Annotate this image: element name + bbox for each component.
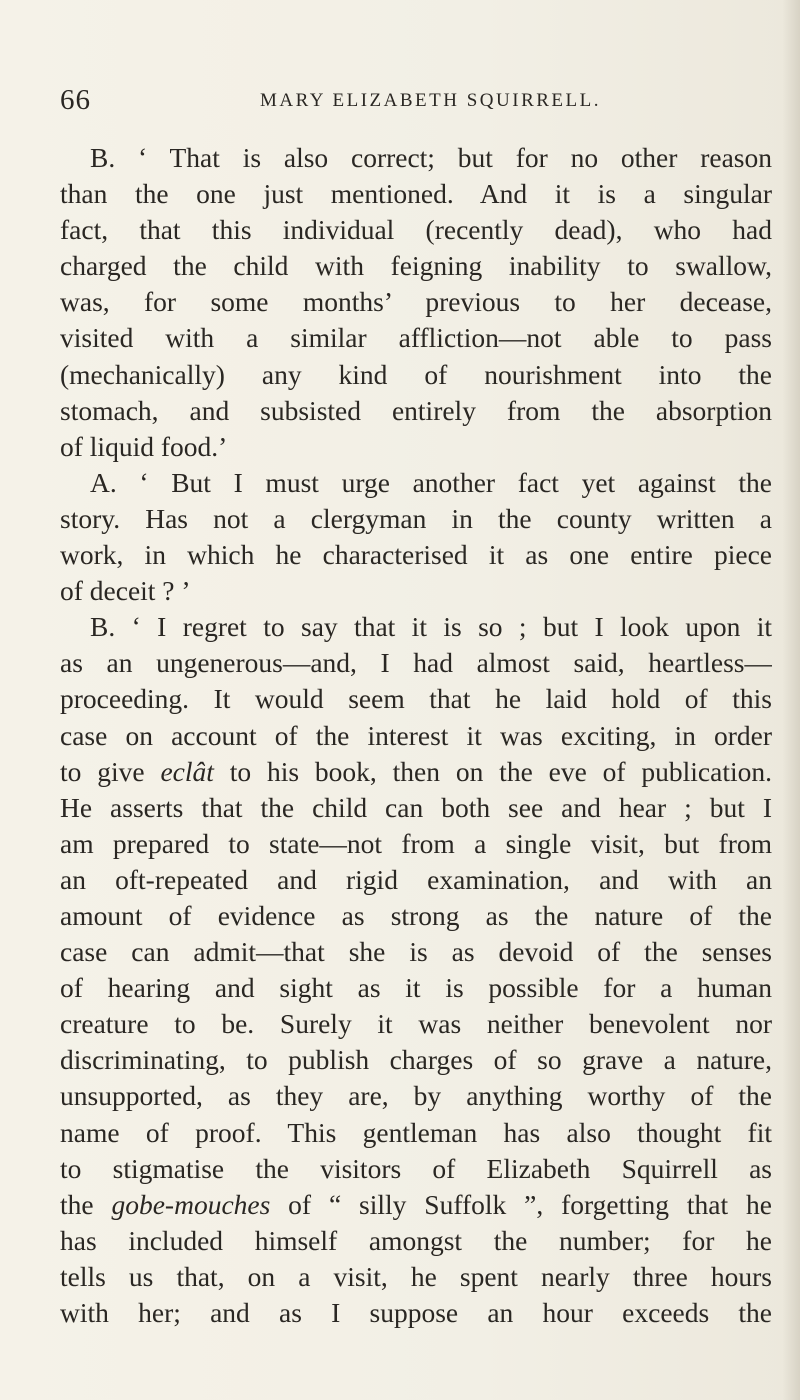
text-line: tells us that, on a visit, he spent nearly three hours bbox=[60, 1260, 772, 1292]
text-line: fact, that this individual (recently dead), who had bbox=[60, 214, 772, 246]
page-number: 66 bbox=[60, 84, 91, 116]
text-line: an oft-repeated and rigid examination, and with an bbox=[60, 863, 772, 895]
text-line: of hearing and sight as it is possible for a human bbox=[60, 972, 772, 1004]
text-line: than the one just mentioned. And it is a singular bbox=[60, 178, 772, 210]
text-run: to give bbox=[60, 755, 161, 787]
text-run: the bbox=[60, 1188, 112, 1220]
text-line: B. ‘ That is also correct; but for no other reason bbox=[90, 142, 772, 173]
text-line: A. ‘ But I must urge another fact yet against the bbox=[90, 466, 772, 498]
text-line: proceeding. It would seem that he laid hold of this bbox=[60, 683, 772, 715]
page-edge-shadow bbox=[782, 0, 800, 1400]
text-line: B. ‘ I regret to say that it is so ; but I look upon it bbox=[90, 611, 772, 643]
text-line: case on account of the interest it was exciting, in order bbox=[60, 719, 772, 751]
text-run: of “ silly Suffolk ”, forgetting that he bbox=[270, 1188, 772, 1220]
italic-word: gobe-mouches bbox=[111, 1188, 271, 1220]
text-line: story. Has not a clergyman in the county written a bbox=[60, 502, 772, 534]
text-line-with-italic bbox=[60, 1187, 772, 1223]
text-line: of deceit ? ’ bbox=[60, 575, 191, 607]
text-line: case can admit—that she is as devoid of the senses bbox=[60, 936, 772, 968]
text-run: to his book, then on the eve of publication. bbox=[213, 755, 772, 787]
text-line: with her; and as I suppose an hour exceeds the bbox=[60, 1297, 772, 1328]
text-line: creature to be. Surely it was neither benevolent nor bbox=[60, 1008, 772, 1040]
text-line: name of proof. This gentleman has also thought fit bbox=[60, 1116, 772, 1148]
text-line: am prepared to state—not from a single visit, but from bbox=[60, 827, 772, 859]
text-line: stomach, and subsisted entirely from the absorption bbox=[60, 394, 772, 426]
text-line: charged the child with feigning inability to swallow, bbox=[60, 250, 772, 282]
running-head bbox=[60, 84, 760, 116]
text-line: He asserts that the child can both see and hear ; but I bbox=[60, 791, 772, 823]
running-title: MARY ELIZABETH SQUIRRELL. bbox=[260, 90, 601, 111]
italic-word: eclât bbox=[160, 755, 214, 787]
text-line: (mechanically) any kind of nourishment into the bbox=[60, 358, 772, 390]
text-line: has included himself amongst the number; for he bbox=[60, 1224, 772, 1256]
text-line: of liquid food.’ bbox=[60, 430, 228, 462]
text-line: amount of evidence as strong as the nature of the bbox=[60, 899, 772, 931]
text-line: to stigmatise the visitors of Elizabeth Squirrell as bbox=[60, 1152, 772, 1184]
text-line-with-italic bbox=[60, 754, 772, 790]
body-text bbox=[60, 140, 772, 1331]
text-line: unsupported, as they are, by anything worthy of the bbox=[60, 1080, 772, 1112]
text-line: visited with a similar affliction—not able to pass bbox=[60, 322, 772, 354]
text-line: as an ungenerous—and, I had almost said, heartless— bbox=[60, 647, 772, 679]
text-line: was, for some months’ previous to her decease, bbox=[60, 286, 772, 318]
text-line: discriminating, to publish charges of so grave a nature, bbox=[60, 1044, 772, 1076]
text-line: work, in which he characterised it as one entire piece bbox=[60, 539, 772, 571]
